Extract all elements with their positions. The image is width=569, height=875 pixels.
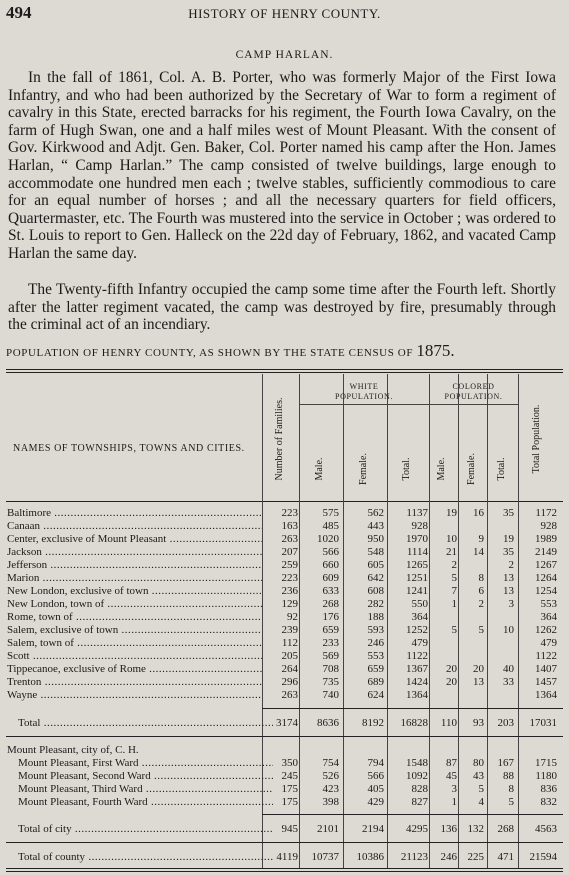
running-head [6,3,563,23]
colored-population-header: COLORED POPULATION. [444,382,503,401]
group-header-rule [299,404,429,405]
table-row: New London, exclusive of town ..... 236 633 608 1241 7 6 13 1254 [0,585,569,597]
table-bottom-rule [6,871,563,872]
group-header-rule [429,404,518,405]
table-row: Tippecanoe, exclusive of Rome ..... 264 708 659 1367 20 20 40 1407 [0,663,569,675]
county-total-row: Total of county ..... 4119 10737 10386 21123 246 225 471 21594 [0,851,569,863]
table-row: Baltimore ..... 223 575 562 1137 19 16 35 1172 [0,507,569,519]
table-row: Canaan ..... 163 485 443 928 928 [0,520,569,532]
ward-row: Mount Pleasant, Second Ward ..... 245 526 566 1092 45 43 88 1180 [0,770,569,782]
page-number: 494 [6,3,32,22]
table-row: New London, town of ..... 129 268 282 550 1 2 3 553 [0,598,569,610]
white-female-header: Female. [358,453,369,485]
table-row: Scott ..... 205 569 553 1122 1122 [0,650,569,662]
white-male-header: Male. [314,457,325,481]
ward-row: Mount Pleasant, Third Ward ..... 175 423 405 828 3 5 8 836 [0,783,569,795]
table-top-rule [6,372,563,373]
table-top-rule [6,369,563,370]
table-row: Salem, exclusive of town ..... 239 659 593 1252 5 5 10 1262 [0,624,569,636]
ward-row: Mount Pleasant, First Ward ..... 350 754 794 1548 87 80 167 1715 [0,757,569,769]
section-rule [6,842,563,843]
running-title: HISTORY OF HENRY COUNTY. [188,6,381,21]
total-population-header: Total Population. [531,404,542,474]
white-population-header: WHITE POPULATION. [335,382,393,401]
table-row: Rome, town of ..... 92 176 188 364 364 [0,611,569,623]
families-column-header: Number of Families. [274,397,285,481]
table-row: Center, exclusive of Mount Pleasant ..... 263 1020 950 1970 10 9 19 1989 [0,533,569,545]
colored-total-header: Total. [496,457,507,481]
white-total-header: Total. [401,457,412,481]
section-heading: CAMP HARLAN. [235,49,334,61]
table-row: Salem, town of ..... 112 233 246 479 479 [0,637,569,649]
total-rule [262,708,563,709]
city-heading: Mount Pleasant, city of, C. H. [7,744,139,756]
table-caption [6,341,563,361]
table-caption-year: 1875. [416,341,455,360]
table-row: Jackson ..... 207 566 548 1114 21 14 35 2149 [0,546,569,558]
table-row: Trenton ..... 296 735 689 1424 20 13 33 1457 [0,676,569,688]
paragraph: The Twenty-fifth Infantry occupied the camp some time after the Fourth left. Shortly after the latter regiment vacated, the camp was destroyed by fire, presumably through the criminal act of an incendiary. [8,281,556,334]
section-rule [6,736,563,737]
total-rule [262,814,563,815]
names-column-header: NAMES OF TOWNSHIPS, TOWNS AND CITIES. [13,443,245,454]
table-row: Wayne ..... 263 740 624 1364 1364 [0,689,569,701]
city-total-row: Total of city ..... 945 2101 2194 4295 136 132 268 4563 [0,823,569,835]
table-bottom-rule [6,868,563,869]
colored-female-header: Female. [466,453,477,485]
table-row: Marion ..... 223 609 642 1251 5 8 13 1264 [0,572,569,584]
paragraph: In the fall of 1861, Col. A. B. Porter, who was formerly Major of the First Iowa Infantry, and who had been authorized by the Secretary of War to form a regiment of cavalry in this State, erected barracks for his regiment, the Fourth Iowa Cavalry, on the farm of Hugh Swan, one and a half miles west of Mount Pleasant. With the consent of Gov. Kirkwood and Adjt. Gen. Baker, Col. Porter named his camp after the Hon. James Harlan, “ Camp Harlan.” The camp consisted of twelve buildings, large enough to accommodate one hundred men each ; twelve stables, sufficiently commodious to care for an equal number of horses ; and all the necessary quarters for field officers, Quartermaster, etc. The Fourth was mustered into the service in October ; was ordered to St. Louis to report to Gen. Halleck on the 22d day of February, 1862, and vacated Camp Harlan the same day. [8,69,556,262]
header-bottom-rule [6,501,563,502]
total-row: Total ..... 3174 8636 8192 16828 110 93 203 17031 [0,717,569,729]
table-row: Jefferson ..... 259 660 605 1265 2 2 1267 [0,559,569,571]
ward-row: Mount Pleasant, Fourth Ward ..... 175 398 429 827 1 4 5 832 [0,796,569,808]
colored-male-header: Male. [436,457,447,481]
table-caption-text: POPULATION OF HENRY COUNTY, AS SHOWN BY THE STATE CENSUS OF [6,347,414,359]
